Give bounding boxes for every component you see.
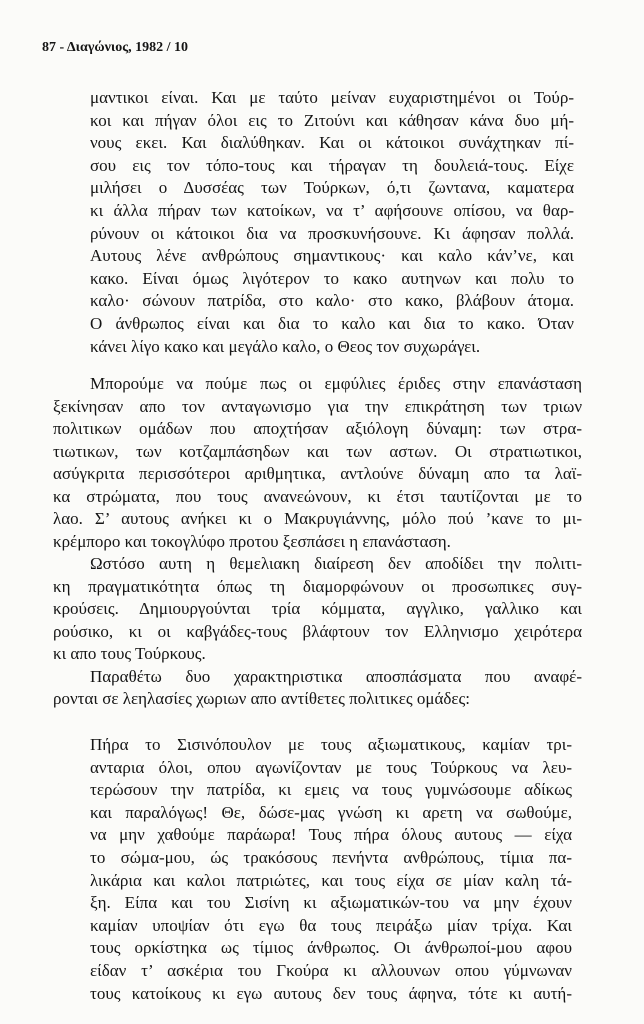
text-line: κα στρώματα, που τους ανανεώνουν, κι έτσι ταυτίζονται με το bbox=[53, 486, 582, 506]
running-head: 87 - Διαγώνιος, 1982 / 10 bbox=[42, 40, 188, 55]
text-line: πολιτικων ομάδων που αποχτήσαν αξιόλογη δύναμη: των στρα- bbox=[53, 419, 582, 438]
text-line: κη πραγματικότητα όπως τη διαμορφώνουν οι προσωπικες συγ- bbox=[53, 576, 582, 596]
text-line: ξεκίνησαν απο τον ανταγωνισμο για την επικράτηση των τριων bbox=[53, 396, 582, 416]
paragraph bbox=[53, 666, 582, 711]
text-line: ρονται σε λεηλασίες χωριων απο αντίθετες πολιτικες ομάδες: bbox=[53, 689, 470, 708]
text-line: κάνει λίγο κακο και μεγάλο καλο, ο Θεος τον συχωράγει. bbox=[90, 336, 481, 356]
text-line: τους ορκίστηκα ως τίμιος άνθρωπος. Οι άνθρωποί-μου αφου bbox=[90, 938, 572, 958]
text-line: νους εκει. Και διαλύθηκαν. Και οι κάτοικοι συνάχτηκαν πί- bbox=[90, 133, 574, 153]
body-text bbox=[53, 373, 582, 711]
paragraph bbox=[53, 553, 582, 666]
text-line: μαντικοι είναι. Και με ταύτο μείναν ευχαριστημένοι οι Τούρ- bbox=[90, 88, 574, 107]
text-line: ασύγκριτα περισσότεροι αριθμητικα, αντλούνε δύναμη απο τα λαϊ- bbox=[53, 464, 582, 483]
text-line: κι άλλα πήραν των κατοίκων, να τ’ αφήσουνε οπίσου, να θαρ- bbox=[90, 200, 574, 220]
text-line: μιλήσει ο Δυσσέας των Τούρκων, ό,τι ζωντανα, καματερα bbox=[90, 178, 574, 198]
text-line: ανταρια όλοι, οπου αγωνίζονταν με τους Τούρκους να λευ- bbox=[90, 757, 572, 777]
text-line: Παραθέτω δυο χαρακτηριστικα αποσπάσματα που αναφέ- bbox=[90, 666, 582, 686]
text-line: λαο. Σ’ αυτους ανήκει κι ο Μακρυγιάννης, μόλο πού ’κανε το μι- bbox=[53, 509, 582, 528]
text-line: τους κατοίκους κι εγω αυτους δεν τους άφηνα, τότε κι αυτή- bbox=[90, 983, 572, 1003]
paragraph bbox=[53, 373, 582, 553]
text-line: σου εις τον τόπο-τους και τήραγαν τη δουλειά-τους. Είχε bbox=[90, 155, 574, 175]
block-quote-top bbox=[90, 87, 574, 358]
text-line: είδαν τ’ ασκέρια του Γκούρα κι αλλουνων οπου γύμνωναν bbox=[90, 960, 572, 980]
text-line: Αυτους λένε ανθρώπους σημαντικους· και καλο κάν’νε, και bbox=[90, 246, 574, 266]
block-quote-bottom bbox=[90, 734, 572, 1005]
text-line: λικάρια και καλοι πατριώτες, και τους είχα σε μίαν καλη τά- bbox=[90, 870, 572, 890]
text-line: το σώμα-μου, ώς τρακόσους πενήντα ανθρώπους, τίμια πα- bbox=[90, 847, 572, 867]
text-line: Πήρα το Σισινόπουλον με τους αξιωματικους, καμίαν τρι- bbox=[90, 735, 572, 754]
text-line: κι απο τους Τούρκους. bbox=[53, 644, 206, 663]
text-line: να μην χαθούμε παράωρα! Τους πήρα όλους αυτους — είχα bbox=[90, 825, 572, 845]
text-line: ρούσικο, κι οι καβγάδες-τους βλάφτουν τον Ελληνισμο χειρότερα bbox=[53, 621, 582, 641]
text-line: τιωτικων, των κοτζαμπάσηδων και των αστων. Οι στρατιωτικοι, bbox=[53, 441, 582, 461]
text-line: καμίαν υποψίαν ότι εγω θα τους πειράξω μίαν τρίχα. Και bbox=[90, 915, 572, 935]
text-line: ρύνουν οι κάτοικοι δια να προσκυνήσουνε. Κι άφησαν πολλά. bbox=[90, 223, 574, 243]
text-line: τερώσουν την πατρίδα, κι εμεις να τους γυμνώσουμε αδίκως bbox=[90, 780, 572, 800]
text-line: Ωστόσο αυτη η θεμελιακη διαίρεση δεν αποδίδει την πολιτι- bbox=[90, 554, 582, 573]
text-line: Ο άνθρωπος είναι και δια το καλο και δια το κακο. Όταν bbox=[90, 313, 574, 333]
text-line: κακο. Είναι όμως λιγότερον το κακο αυτηνων και πολυ το bbox=[90, 268, 574, 288]
text-line: και παραλόγως! Θε, δώσε-μας γνώση κι αρετη να σωθούμε, bbox=[90, 802, 572, 822]
text-line: Μπορούμε να πούμε πως οι εμφύλιες έριδες στην επανάσταση bbox=[90, 374, 582, 393]
text-line: κρούσεις. Δημιουργούνται τρία κόμματα, αγγλικο, γαλλικο και bbox=[53, 599, 582, 618]
text-line: κρέμπορο και τοκογλύφο προτου ξεσπάσει η επανάσταση. bbox=[53, 531, 451, 551]
text-line: ξη. Είπα και του Σισίνη κι αξιωματικών-του να μην έχουν bbox=[90, 893, 572, 913]
text-line: κοι και πήγαν όλοι εις το Ζιτούνι και κάθησαν κάνα δυο μή- bbox=[90, 110, 574, 130]
text-line: καλο· σώνουν πατρίδα, στο καλο· στο κακο, βλάβουν άτομα. bbox=[90, 291, 574, 311]
